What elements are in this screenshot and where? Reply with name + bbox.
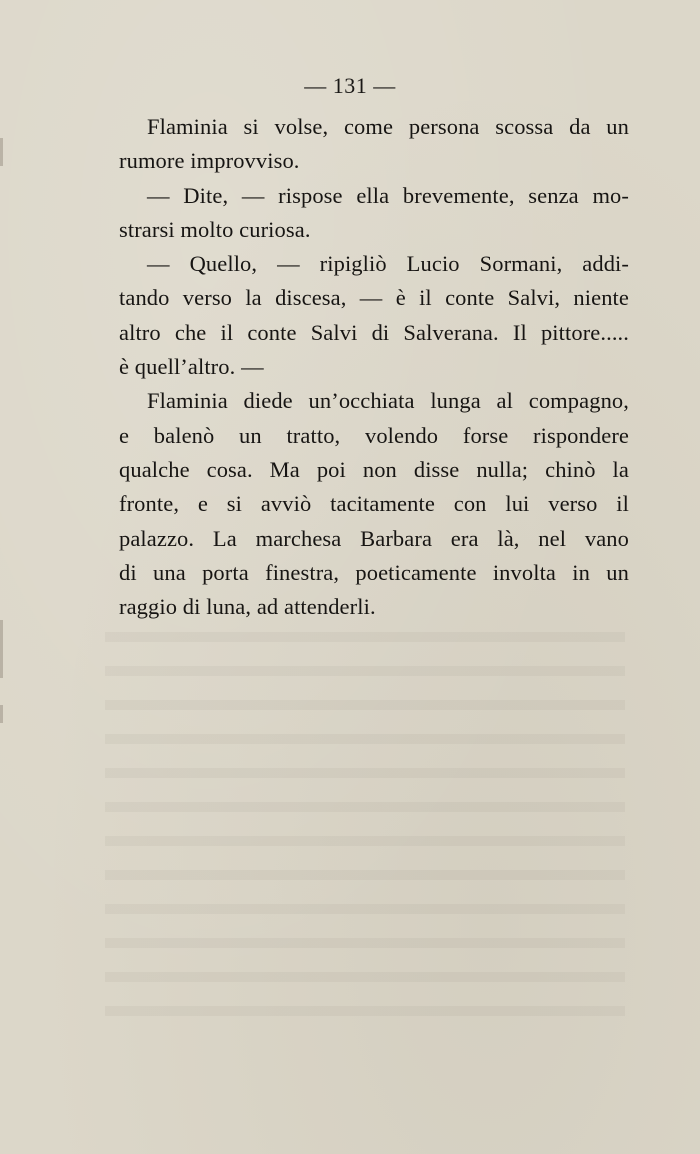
page-edge-mark (0, 705, 3, 723)
text-line: qualche cosa. Ma poi non disse nulla; chinò la (119, 456, 629, 482)
text-line: Flaminia si volse, come persona scossa da un (147, 114, 629, 139)
text-line: di una porta finestra, poeticamente involta in un (119, 559, 629, 585)
text-line: — Quello, — ripigliò Lucio Sormani, addi- (147, 251, 629, 277)
text-line: — Dite, — rispose ella brevemente, senza mo- (147, 182, 629, 208)
page-edge-mark (0, 138, 3, 166)
text-line: altro che il conte Salvi di Salverana. Il pittore..... (119, 319, 629, 345)
page-edge-mark (0, 620, 3, 678)
text-line: fronte, e si avviò tacitamente con lui verso il (119, 491, 629, 517)
text-line: e balenò un tratto, volendo forse rispondere (119, 422, 629, 448)
text-line: rumore improvviso. (119, 148, 300, 174)
text-line: Flaminia diede un’occhiata lunga al compagno, (147, 388, 629, 414)
page-number: — 131 — (304, 73, 396, 98)
text-line: raggio di luna, ad attenderli. (119, 594, 376, 620)
text-line: tando verso la discesa, — è il conte Salvi, niente (119, 285, 629, 311)
text-line: strarsi molto curiosa. (119, 216, 311, 242)
body-text (119, 110, 629, 624)
text-line: è quell’altro. — (119, 354, 264, 380)
text-line: palazzo. La marchesa Barbara era là, nel vano (119, 525, 629, 551)
bleed-through-shadow (105, 620, 625, 1040)
